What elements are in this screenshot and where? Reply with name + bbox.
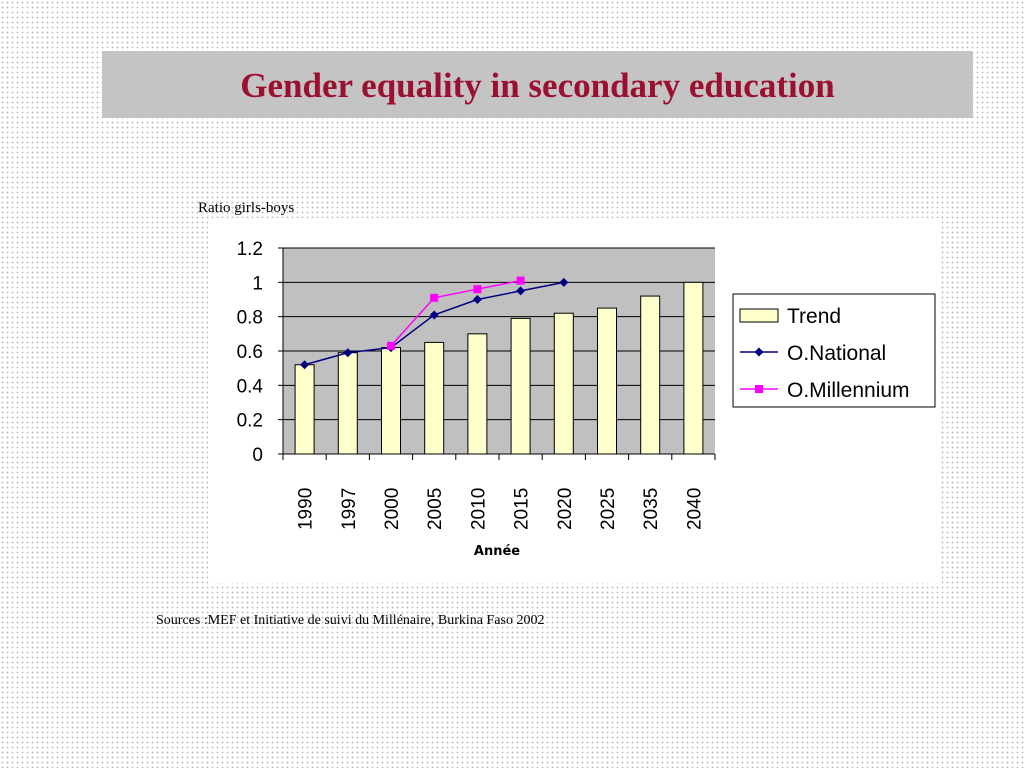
- legend-marker-o-millennium: [755, 385, 763, 393]
- bar-trend: [684, 282, 703, 454]
- source-note: Sources :MEF et Initiative de suivi du Millénaire, Burkina Faso 2002: [156, 613, 545, 628]
- x-tick-label: 2035: [641, 487, 663, 530]
- x-tick-label: 2025: [598, 487, 619, 530]
- y-tick-label: 1: [252, 273, 263, 295]
- y-tick-label: 0: [252, 445, 263, 466]
- point-o-millennium: [387, 342, 395, 350]
- bar-trend: [382, 348, 401, 454]
- bar-trend: [641, 296, 660, 454]
- x-tick-label: 2020: [554, 487, 576, 530]
- point-o-millennium: [473, 285, 481, 293]
- bar-trend: [468, 334, 487, 454]
- x-tick-label: 2000: [382, 487, 403, 530]
- legend-label-o-millennium: O.Millennium: [787, 379, 910, 402]
- legend-label-o-national: O.National: [787, 342, 887, 365]
- x-tick-label: 2040: [684, 487, 706, 530]
- y-tick-label: 0.6: [236, 342, 263, 363]
- bar-trend: [598, 308, 617, 454]
- x-tick-label: 2010: [468, 487, 490, 530]
- bar-trend: [554, 313, 573, 454]
- slide-title: Gender equality in secondary education: [240, 66, 835, 105]
- point-o-millennium: [430, 294, 438, 302]
- y-tick-label: 0.8: [236, 307, 263, 329]
- x-axis-title: Année: [473, 544, 521, 559]
- y-tick-label: 0.4: [236, 376, 263, 398]
- x-tick-label: 2005: [425, 487, 447, 530]
- x-tick-label: 2015: [511, 487, 533, 530]
- y-axis-label: Ratio girls-boys: [198, 200, 295, 216]
- point-o-millennium: [517, 277, 525, 285]
- bar-trend: [295, 365, 314, 454]
- x-tick-label: 1997: [338, 487, 360, 530]
- bar-trend: [511, 318, 530, 454]
- y-tick-label: 0.2: [236, 410, 263, 432]
- bar-trend: [338, 353, 357, 454]
- x-tick-label: 1990: [295, 487, 317, 530]
- bar-trend: [425, 342, 444, 454]
- legend-label-trend: Trend: [787, 305, 842, 328]
- legend-swatch-trend: [740, 309, 778, 322]
- y-tick-label: 1.2: [236, 239, 263, 260]
